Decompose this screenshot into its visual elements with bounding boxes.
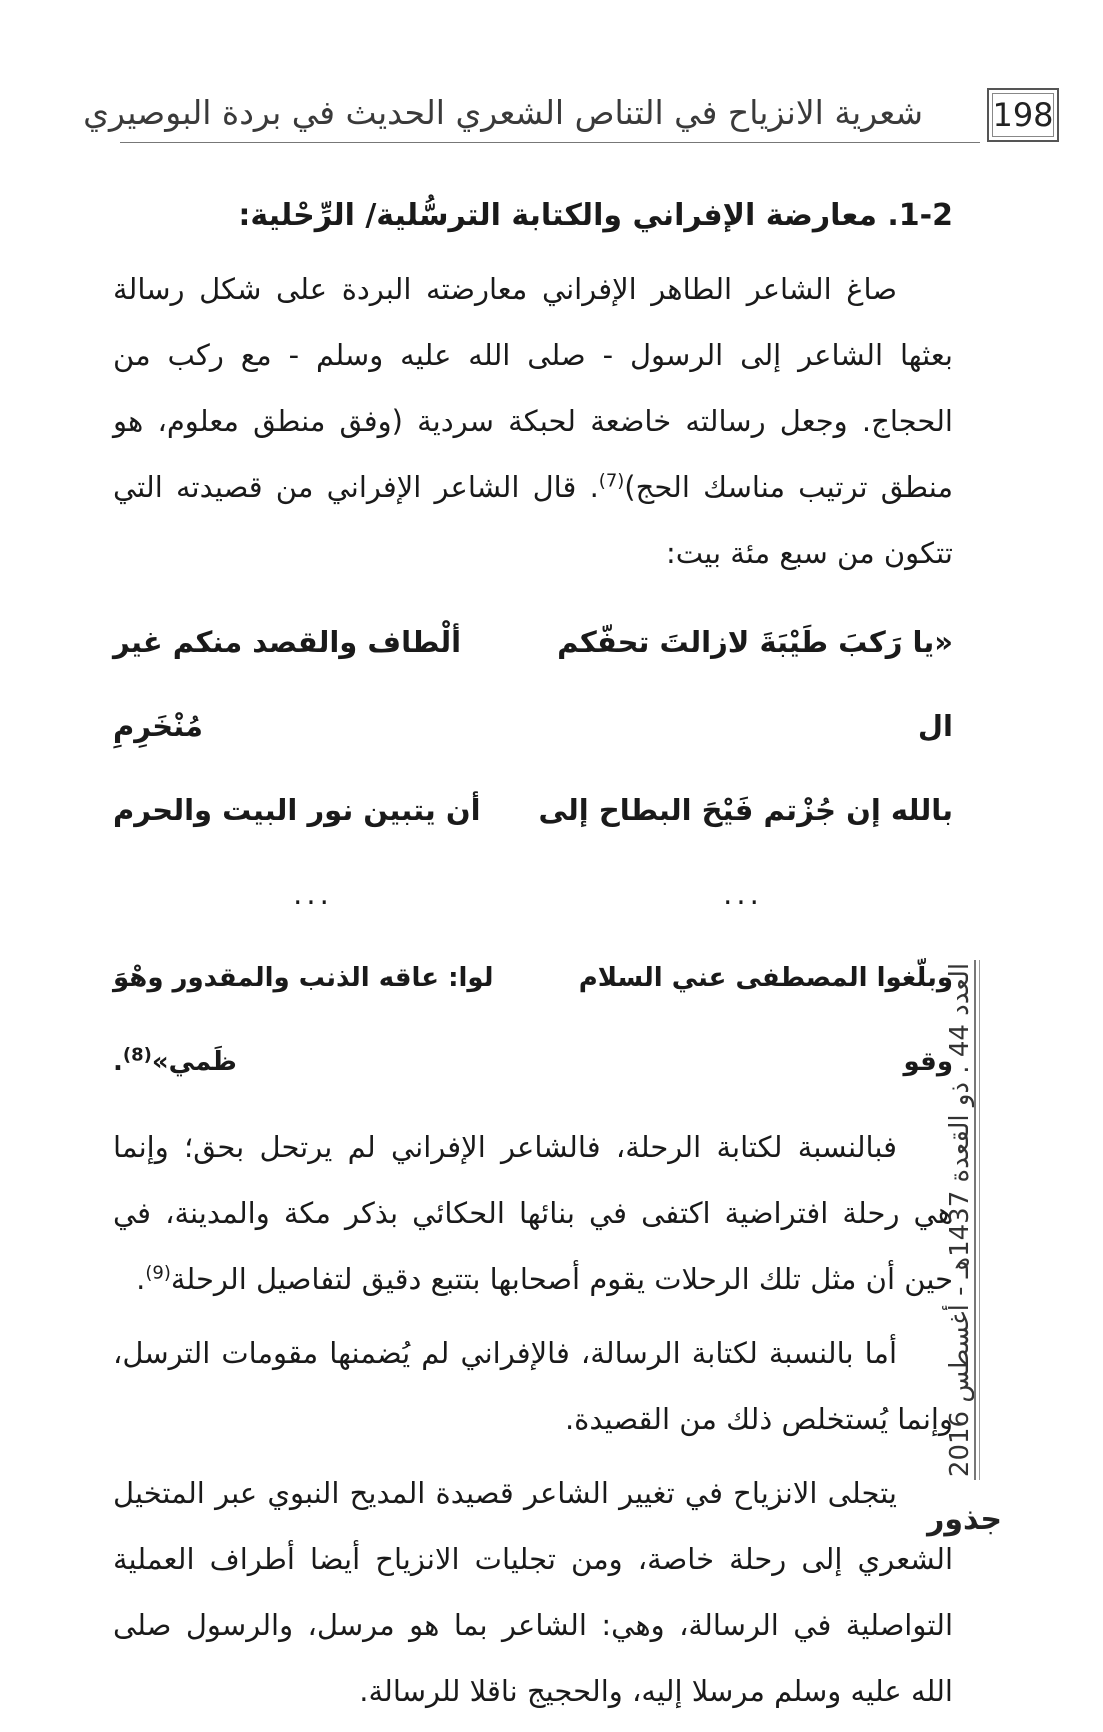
paragraph-1 [113, 256, 953, 586]
verse-2-second-hemistich: أن يتبين نور البيت والحرم [113, 793, 481, 827]
verse-ellipsis-left: ... [293, 877, 333, 911]
section-heading: 1-2. معارضة الإفراني والكتابة الترسُّلية/ الرِّحْلية: [238, 198, 953, 233]
footnote-ref-8: (8) [122, 1044, 152, 1066]
verse-4-end: . [113, 1047, 123, 1077]
poem-verses [113, 600, 953, 1104]
paragraph-4: يتجلى الانزياح في تغيير الشاعر قصيدة المديح النبوي عبر المتخيل الشعري إلى رحلة خاصة، ومن تجليات الانزياح أيضا أطراف العملية التواصلية في الرسالة، وهي: الشاعر بما هو مرسل، والرسول صلى الله عليه وسلم مرسلا إليه، والحجيج ناقلا للرسالة. [113, 1476, 953, 1708]
issue-info-text: العدد 44 . ذو القعدة 1437هـ - أغسطس 2016 [944, 962, 975, 1478]
article-body [113, 190, 953, 1732]
paragraph-1-text: صاغ الشاعر الطاهر الإفراني معارضته البردة على شكل رسالة بعثها الشاعر إلى الرسول - صلى الله عليه وسلم - مع ركب من الحجاج. وجعل رسالته خاضعة لحبكة سردية (وفق منطق معلوم، هو منطق ترتيب مناسك الحج) [113, 272, 953, 504]
header-divider [120, 142, 980, 143]
paragraph-2-end: . [136, 1262, 146, 1296]
verse-ellipsis-right: ... [723, 877, 763, 911]
side-divider-inner [979, 960, 980, 1480]
verse-1-first-hemistich: «يا رَكبَ طَيْبَةَ لازالتَ تحفّكم ال [557, 625, 953, 743]
running-header: شعرية الانزياح في التناص الشعري الحديث في بردة البوصيري [83, 93, 923, 132]
verse-line [113, 768, 953, 852]
verse-line [113, 936, 953, 1104]
page-number: 198 [987, 88, 1059, 142]
paragraph-3: أما بالنسبة لكتابة الرسالة، فالإفراني لم يُضمنها مقومات الترسل، وإنما يُستخلص ذلك من القصيدة. [113, 1336, 953, 1436]
journal-logo: جذور [927, 1502, 1002, 1537]
paragraph-1-end: . قال الشاعر الإفراني من قصيدته التي تتكون من سبع مئة بيت: [113, 470, 953, 570]
verse-4-second-hemistich [113, 936, 513, 1104]
verse-line [113, 600, 953, 768]
footnote-ref-9: (9) [145, 1262, 171, 1284]
verse-2-first-hemistich: بالله إن جُزْتم فَيْحَ البطاح إلى [538, 793, 953, 827]
paragraph-2-text: فبالنسبة لكتابة الرحلة، فالشاعر الإفراني لم يرتحل بحق؛ وإنما هي رحلة افتراضية اكتفى في بنائها الحكائي بذكر مكة والمدينة، في حين أن مثل تلك الرحلات يقوم أصحابها بتتبع دقيق لتفاصيل الرحلة [113, 1130, 953, 1296]
verse-1-second-hemistich: ألْطاف والقصد منكم غير مُنْخَرِمِ [113, 625, 462, 743]
paragraph-2 [113, 1114, 953, 1312]
verse-ellipsis [113, 852, 953, 936]
side-divider [974, 960, 976, 1480]
verse-4-first-hemistich: وبلّغوا المصطفى عني السلام وقو [578, 963, 953, 1077]
footnote-ref-7: (7) [598, 470, 625, 492]
verse-4-second-text: لوا: عاقه الذنب والمقدور وهْوَ ظَمي» [113, 963, 494, 1077]
issue-info-vertical [930, 960, 990, 1480]
